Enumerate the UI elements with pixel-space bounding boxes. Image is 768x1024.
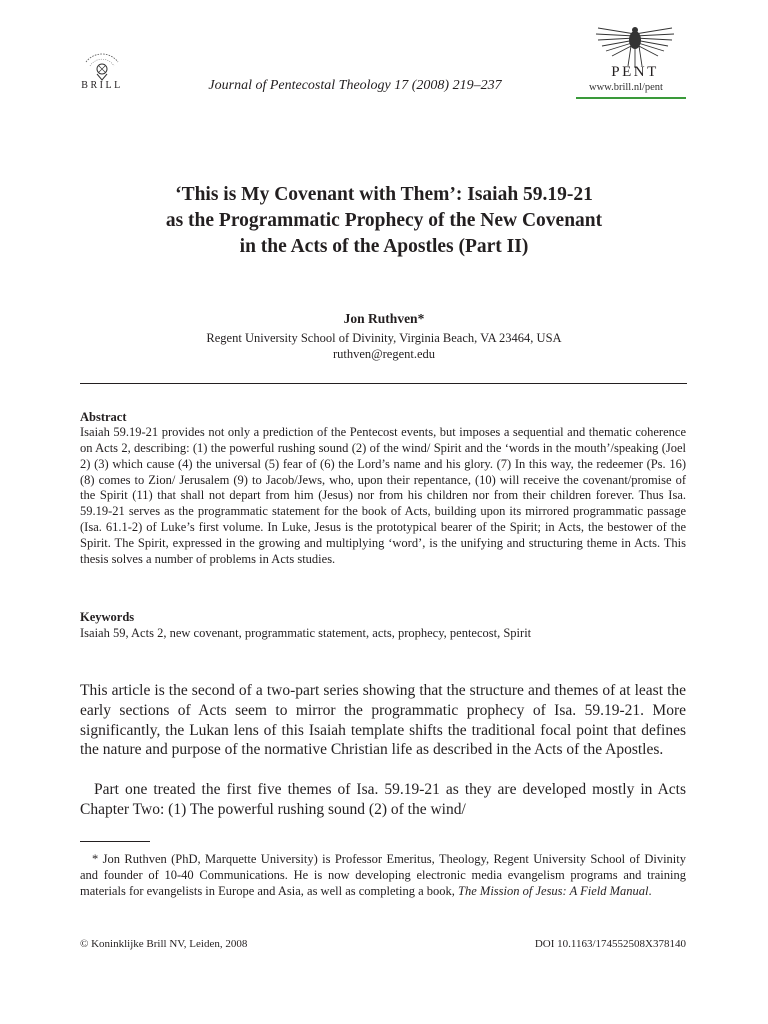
- footnote-book-title: The Mission of Jesus: A Field Manual: [458, 883, 649, 898]
- footnote-divider: [80, 841, 150, 842]
- doi: DOI 10.1163/174552508X378140: [534, 938, 686, 950]
- body-paragraph-1: This article is the second of a two-part series showing that the structure and themes of at least the early sections of Acts seem to mirror the programmatic prophecy of Isa. 59.19-21. More significantly, the Lukan lens of this Isaiah template shifts the traditional focal point that defines the nature and purpose of the normative Christian life as described in the Acts of the Apostles.: [80, 682, 686, 759]
- keywords-text: Isaiah 59, Acts 2, new covenant, programmatic statement, acts, prophecy, pentecost, Spirit: [80, 626, 532, 640]
- title-line-3: in the Acts of the Apostles (Part II): [239, 236, 529, 257]
- author-affiliation: Regent University School of Divinity, Virginia Beach, VA 23464, USA: [206, 331, 562, 345]
- keywords-heading: Keywords: [80, 610, 135, 624]
- title-line-2: as the Programmatic Prophecy of the New Covenant: [165, 210, 603, 231]
- body-paragraph-2: Part one treated the first five themes of Isa. 59.19-21 as they are developed mostly in Acts Chapter Two: (1) The powerful rushing sound (2) of the wind/: [80, 781, 686, 818]
- pent-url-underline: [576, 97, 686, 99]
- copyright-notice: © Koninklijke Brill NV, Leiden, 2008: [80, 938, 248, 950]
- abstract-text: Isaiah 59.19-21 provides not only a prediction of the Pentecost events, but imposes a sequential and thematic coherence on Acts 2, describing: (1) the powerful rushing sound (2) of the wind/ Spirit and the ‘words in the mouth’/speaking (Joel 2) (3) which cause (4) the universal (5) fear of (6) the Lord’s name and his glory. (7) In this way, the redeemer (Ps. 16) (8) comes to Zion/ Jerusalem (9) to Jacob/Jews, who, upon their repentance, (10) will receive the covenant/promise of the Spirit (11) that shall not depart from him (Jesus) nor from his children nor from their children forever. Thus Isa. 59.19-21 serves as the programmatic statement for the book of Acts, building upon its mirrored programmatic passage (Isa. 61.1-2) of Luke’s first volume. In Luke, Jesus is the prototypical bearer of the Spirit; in Acts, the bestower of the Spirit. The Spirit, expressed in the growing and multiplying ‘word’, is the unifying and structuring theme in Acts. This thesis solves a number of problems in Acts studies.: [80, 425, 686, 566]
- article-title: [60, 182, 708, 260]
- footnote-end: .: [648, 883, 652, 898]
- pent-url-link[interactable]: www.brill.nl/pent: [589, 82, 663, 93]
- publisher-name: BRILL: [81, 80, 123, 91]
- author-email[interactable]: ruthven@regent.edu: [332, 347, 436, 361]
- journal-citation: Journal of Pentecostal Theology 17 (2008) 219–237: [208, 78, 502, 93]
- pent-label: PENT: [611, 64, 659, 80]
- abstract-heading: Abstract: [80, 410, 127, 424]
- header-divider: [80, 383, 687, 384]
- title-line-1: ‘This is My Covenant with Them’: Isaiah 59.19-21: [175, 184, 593, 205]
- footnote-text: * Jon Ruthven (PhD, Marquette University) is Professor Emeritus, Theology, Regent University School of Divinity and founder of 10-40 Communications. He is now developing electronic media evangelism programs and training materials for evangelists in Europe and Asia, as well as completing a book,: [80, 852, 686, 898]
- author-name: Jon Ruthven*: [343, 311, 425, 326]
- author-footnote: [80, 852, 686, 899]
